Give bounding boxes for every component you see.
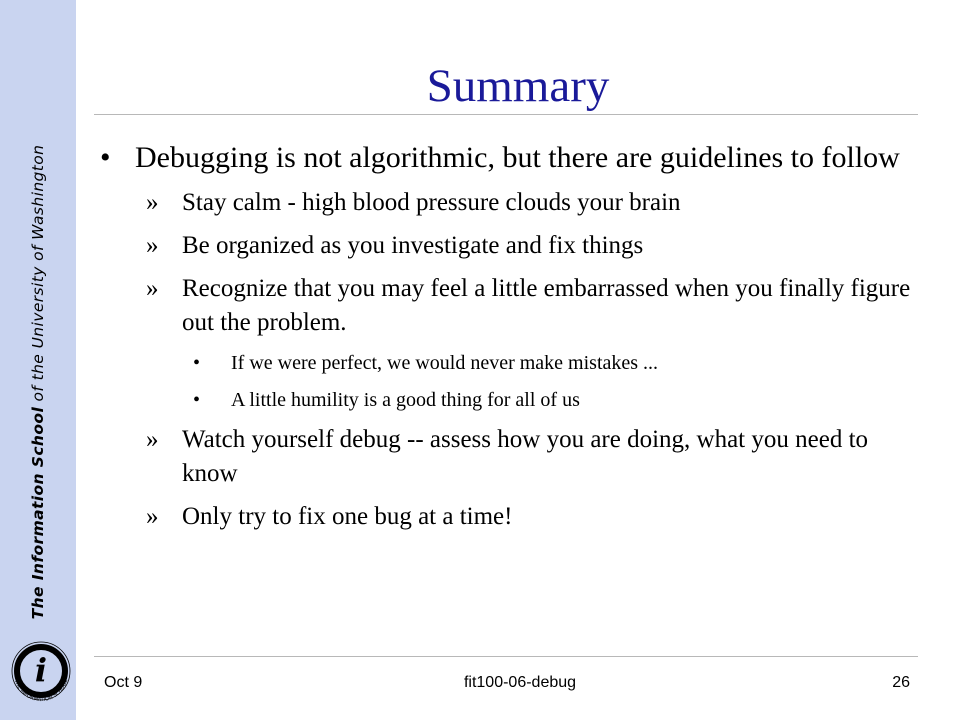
sub-bullet-text: Only try to fix one bug at a time!: [182, 503, 513, 530]
sidebar: [0, 0, 76, 720]
footer-divider: [94, 656, 918, 657]
org-name-bold: The Information School: [29, 406, 47, 620]
sub-bullet-marker: »: [146, 275, 159, 302]
sub-bullet-item: [100, 423, 920, 491]
logo-mark: i: [34, 651, 48, 689]
slide-body: [100, 138, 920, 543]
sub-bullet-text: Recognize that you may feel a little embarrassed when you finally figure out the problem.: [182, 275, 911, 336]
sub-bullet-marker: »: [146, 232, 159, 259]
sub-bullet-marker: »: [146, 503, 159, 530]
sub-sub-bullet-marker: •: [193, 352, 201, 374]
page-number: 26: [892, 674, 910, 691]
information-school-logo-icon: [6, 634, 76, 708]
slide-title: Summary: [426, 60, 610, 112]
footer-filename: fit100-06-debug: [463, 674, 577, 691]
sub-sub-bullet-text: A little humility is a good thing for all of us: [231, 389, 580, 411]
sub-bullet-item: [100, 500, 920, 534]
bullet-item: [100, 138, 920, 178]
bullet-text: Debugging is not algorithmic, but there are guidelines to follow: [135, 141, 900, 174]
sub-sub-bullet-marker: •: [193, 389, 201, 411]
sub-bullet-text: Be organized as you investigate and fix things: [182, 232, 644, 259]
sub-sub-bullet-text: If we were perfect, we would never make mistakes ...: [231, 352, 659, 374]
sub-bullet-marker: »: [146, 189, 159, 216]
org-name-rest: the University of Washington: [29, 144, 47, 381]
sub-bullet-text: Watch yourself debug -- assess how you are doing, what you need to know: [182, 426, 869, 487]
sub-bullet-item: [100, 186, 920, 220]
bullet-marker: •: [100, 141, 111, 174]
sub-sub-bullet-item: [100, 386, 920, 414]
organization-name: [29, 145, 47, 620]
sub-sub-bullet-item: [100, 349, 920, 377]
title-divider: [94, 114, 918, 115]
sub-bullet-item: [100, 272, 920, 340]
sub-bullet-marker: »: [146, 426, 159, 453]
org-name-of: of: [29, 380, 47, 407]
footer-date: Oct 9: [104, 674, 143, 691]
sub-bullet-item: [100, 229, 920, 263]
sub-bullet-text: Stay calm - high blood pressure clouds your brain: [182, 189, 681, 216]
logo-ring-text: THE INFORMATION SCHOOL: [12, 679, 70, 704]
